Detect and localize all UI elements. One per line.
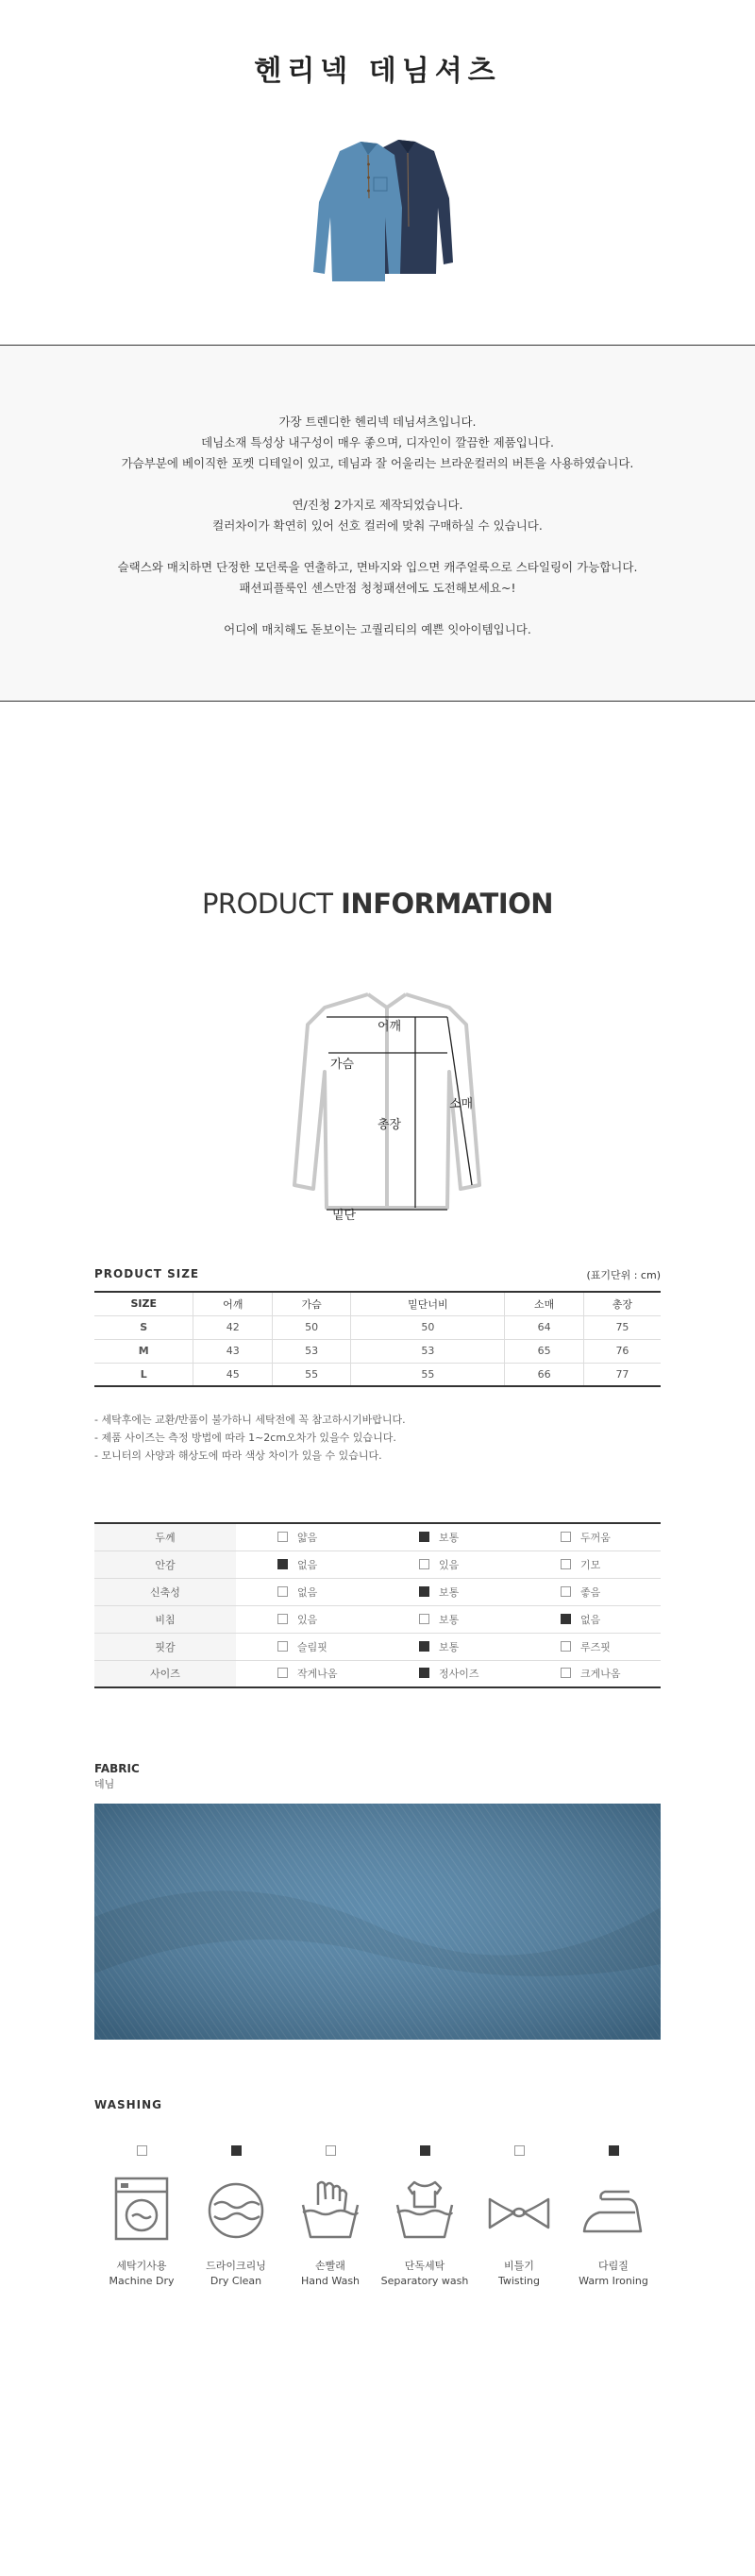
heading-light: PRODUCT (201, 888, 342, 920)
attribute-option-label: 없음 (580, 1613, 601, 1626)
attribute-option (378, 1578, 519, 1605)
twist-icon (486, 2171, 552, 2246)
description-line (0, 599, 755, 619)
wash-item-twisting (472, 2145, 566, 2287)
checkbox (561, 1668, 571, 1678)
attribute-option-label: 작게나옴 (297, 1668, 338, 1681)
table-row (94, 1551, 661, 1578)
wash-item-ironing (566, 2145, 661, 2287)
table-row (94, 1523, 661, 1551)
attribute-option-label: 보통 (439, 1613, 460, 1626)
iron-icon (580, 2171, 646, 2246)
attribute-option-label: 기모 (580, 1558, 601, 1571)
attribute-option-label: 보통 (439, 1531, 460, 1544)
size-cell: 42 (193, 1315, 272, 1339)
attribute-option-label: 슬림핏 (297, 1640, 327, 1653)
size-header: 소매 (505, 1292, 583, 1315)
heading-bold: INFORMATION (341, 888, 554, 920)
separate-wash-icon (392, 2171, 458, 2246)
attribute-option (236, 1578, 378, 1605)
size-cell: 55 (272, 1363, 350, 1386)
wash-label-ko: 다림질 (598, 2260, 629, 2272)
size-cell: 55 (351, 1363, 505, 1386)
attribute-option (378, 1523, 519, 1551)
size-table-heading: PRODUCT SIZE (94, 1267, 200, 1280)
size-header: SIZE (94, 1292, 193, 1315)
wash-label-ko: 비틀기 (504, 2260, 534, 2272)
size-cell: 53 (351, 1339, 505, 1363)
wash-item-hand-wash (283, 2145, 378, 2287)
checkbox (561, 1532, 571, 1542)
fabric-heading: FABRIC (94, 1762, 140, 1775)
attribute-option (378, 1551, 519, 1578)
table-row (94, 1363, 661, 1386)
note-line: - 제품 사이즈는 측정 방법에 따라 1~2cm오차가 있을수 있습니다. (94, 1432, 396, 1444)
table-row (94, 1660, 661, 1687)
wash-label-en: Dry Clean (210, 2275, 262, 2287)
description-line (0, 474, 755, 495)
attribute-option-label: 두꺼움 (580, 1531, 611, 1544)
checkbox (420, 2145, 430, 2156)
checkbox (277, 1641, 288, 1652)
checkbox (277, 1586, 288, 1597)
attribute-option (519, 1605, 661, 1633)
checkbox (277, 1668, 288, 1678)
washing-heading: WASHING (94, 2098, 163, 2111)
attribute-option (519, 1633, 661, 1660)
wash-label-ko: 단독세탁 (404, 2260, 445, 2272)
attribute-label: 핏감 (94, 1633, 236, 1660)
attribute-label: 비침 (94, 1605, 236, 1633)
attribute-label: 사이즈 (94, 1660, 236, 1687)
wash-item-dry-clean (189, 2145, 283, 2287)
attribute-label: 두께 (94, 1523, 236, 1551)
checkbox (561, 1586, 571, 1597)
shoulder-label: 어깨 (378, 1020, 402, 1034)
table-row (94, 1315, 661, 1339)
wash-item-separate-wash (378, 2145, 472, 2287)
product-image (302, 132, 472, 283)
size-cell: S (94, 1315, 193, 1339)
size-header: 가슴 (272, 1292, 350, 1315)
wash-label-ko: 손빨래 (315, 2260, 345, 2272)
wash-label-en: Warm Ironing (579, 2275, 648, 2287)
attribute-label: 안감 (94, 1551, 236, 1578)
fabric-swatch-image (94, 1804, 661, 2040)
hem-label: 밑단 (332, 1209, 357, 1223)
checkbox (561, 1641, 571, 1652)
attribute-option (236, 1605, 378, 1633)
fabric-material: 데님 (94, 1778, 115, 1790)
attribute-option (378, 1660, 519, 1687)
wash-label-en: Twisting (497, 2275, 540, 2287)
denim-shirt-image (313, 142, 402, 281)
table-row (94, 1633, 661, 1660)
length-label: 총장 (378, 1118, 402, 1132)
washing-machine-icon (109, 2171, 175, 2246)
measurement-diagram (274, 987, 500, 1223)
size-cell: 65 (505, 1339, 583, 1363)
description-line: 연/진청 2가지로 제작되었습니다. (292, 498, 463, 512)
attribute-option (519, 1523, 661, 1551)
attribute-option (519, 1551, 661, 1578)
checkbox (137, 2145, 147, 2156)
description-line: 컬러차이가 확연히 있어 선호 컬러에 맞춰 구매하실 수 있습니다. (212, 518, 543, 533)
description-line: 슬랙스와 매치하면 단정한 모던룩을 연출하고, 면바지와 입으면 캐주얼룩으로 스타일링이 가능합니다. (117, 560, 638, 574)
attribute-option-label: 크게나옴 (580, 1668, 621, 1681)
attribute-option (236, 1523, 378, 1551)
size-cell: 50 (351, 1315, 505, 1339)
checkbox (277, 1559, 288, 1569)
description-line: 가장 트렌디한 헨리넥 데님셔츠입니다. (278, 415, 477, 429)
attribute-option (236, 1660, 378, 1687)
checkbox (277, 1532, 288, 1542)
checkbox (561, 1559, 571, 1569)
attribute-option-label: 얇음 (297, 1531, 318, 1544)
size-header: 총장 (583, 1292, 661, 1315)
attribute-option (378, 1633, 519, 1660)
dry-clean-icon (203, 2171, 269, 2246)
attribute-label: 신축성 (94, 1578, 236, 1605)
attribute-table (94, 1522, 661, 1688)
attribute-option-label: 없음 (297, 1585, 318, 1599)
size-header: 어깨 (193, 1292, 272, 1315)
wash-label-ko: 드라이크리닝 (206, 2260, 266, 2272)
size-cell: M (94, 1339, 193, 1363)
size-table-header-row (94, 1292, 661, 1315)
size-table (94, 1291, 661, 1387)
attribute-option (519, 1660, 661, 1687)
description-line: 패션피플룩인 센스만점 청청패션에도 도전해보세요~! (239, 581, 516, 595)
wash-item-machine-dry (94, 2145, 189, 2287)
product-information-heading (0, 888, 755, 920)
wash-label-en: Separatory wash (380, 2275, 469, 2287)
description-line: 데님소재 특성상 내구성이 매우 좋으며, 디자인이 깔끔한 제품입니다. (201, 435, 554, 449)
chest-label: 가슴 (330, 1058, 355, 1072)
attribute-option (236, 1551, 378, 1578)
attribute-option-label: 루즈핏 (580, 1640, 611, 1653)
table-row (94, 1605, 661, 1633)
description-line (0, 536, 755, 557)
size-notes (94, 1411, 406, 1465)
wash-label-ko: 세탁기사용 (116, 2260, 167, 2272)
wash-label-en: Hand Wash (300, 2275, 361, 2287)
wash-label-en: Machine Dry (109, 2275, 175, 2287)
attribute-option-label: 없음 (297, 1558, 318, 1571)
size-unit-label: (표기단위 : cm) (586, 1269, 661, 1281)
product-title: 헨리넥 데님셔츠 (254, 55, 501, 88)
hand-wash-icon (297, 2171, 363, 2246)
washing-instructions (94, 2145, 661, 2287)
size-cell: 77 (583, 1363, 661, 1386)
checkbox (609, 2145, 619, 2156)
note-line: - 세탁후에는 교환/반품이 불가하니 세탁전에 꼭 참고하시기바랍니다. (94, 1414, 406, 1426)
size-cell: 66 (505, 1363, 583, 1386)
description-line: 가슴부분에 베이직한 포켓 디테일이 있고, 데님과 잘 어울리는 브라운컬러의 버튼을 사용하였습니다. (121, 456, 634, 470)
note-line: - 모니터의 사양과 해상도에 따라 색상 차이가 있을 수 있습니다. (94, 1449, 382, 1462)
attribute-option (236, 1633, 378, 1660)
checkbox (326, 2145, 336, 2156)
checkbox (419, 1532, 429, 1542)
size-cell: 50 (272, 1315, 350, 1339)
checkbox (419, 1559, 429, 1569)
sleeve-label: 소매 (449, 1097, 474, 1111)
table-row (94, 1578, 661, 1605)
description-text (0, 412, 755, 640)
attribute-option-label: 있음 (439, 1558, 460, 1571)
size-cell: 43 (193, 1339, 272, 1363)
table-row (94, 1339, 661, 1363)
size-cell: 75 (583, 1315, 661, 1339)
attribute-option (378, 1605, 519, 1633)
checkbox (514, 2145, 525, 2156)
checkbox (561, 1614, 571, 1624)
size-header: 밑단너비 (351, 1292, 505, 1315)
attribute-option-label: 보통 (439, 1585, 460, 1599)
checkbox (231, 2145, 242, 2156)
description-section (0, 345, 755, 702)
description-line: 어디에 매치해도 돋보이는 고퀄리티의 예쁜 잇아이템입니다. (224, 622, 531, 636)
size-cell: 53 (272, 1339, 350, 1363)
size-cell: L (94, 1363, 193, 1386)
attribute-option (519, 1578, 661, 1605)
checkbox (419, 1586, 429, 1597)
attribute-option-label: 보통 (439, 1640, 460, 1653)
attribute-option-label: 좋음 (580, 1585, 601, 1599)
checkbox (419, 1668, 429, 1678)
size-cell: 45 (193, 1363, 272, 1386)
attribute-option-label: 있음 (297, 1613, 318, 1626)
size-cell: 76 (583, 1339, 661, 1363)
checkbox (419, 1614, 429, 1624)
size-cell: 64 (505, 1315, 583, 1339)
checkbox (419, 1641, 429, 1652)
attribute-option-label: 정사이즈 (439, 1668, 479, 1681)
checkbox (277, 1614, 288, 1624)
